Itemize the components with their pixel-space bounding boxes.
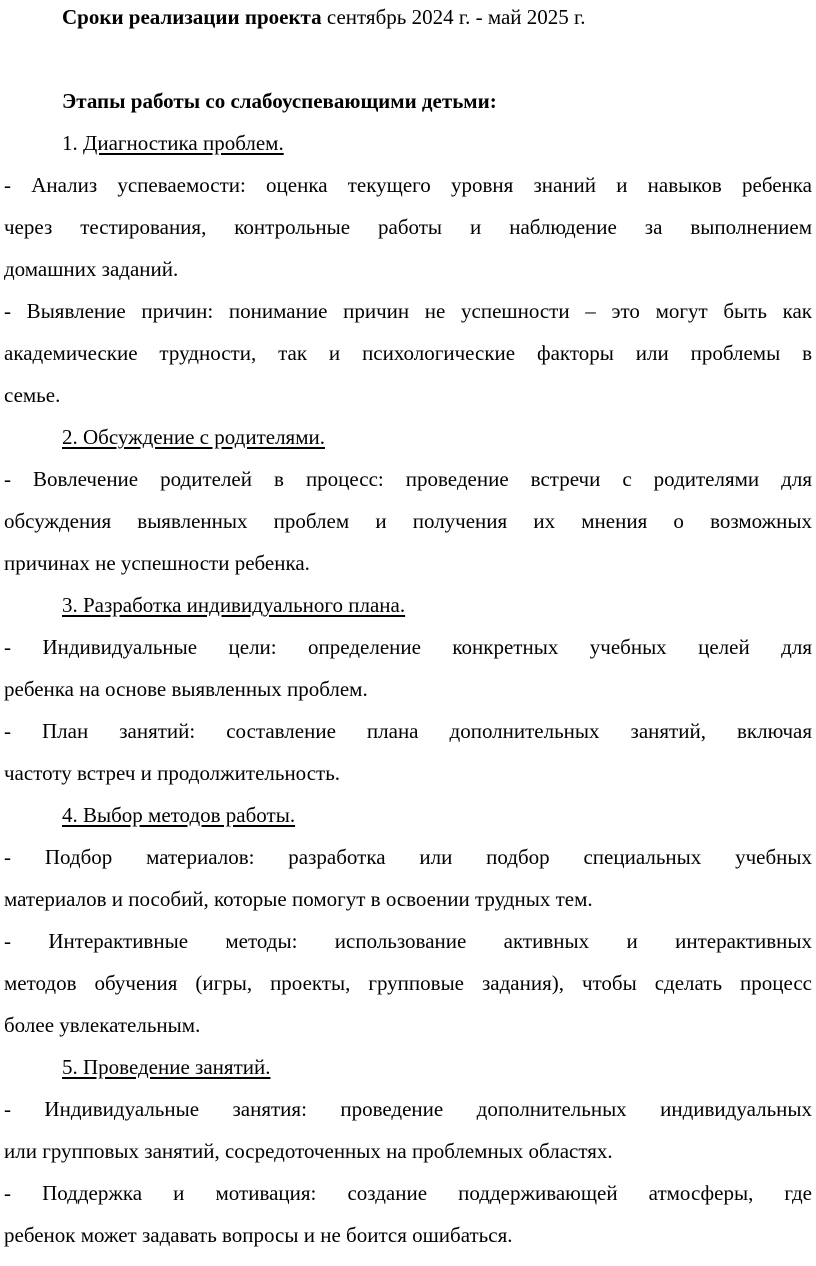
project-term xyxy=(62,2,812,32)
stage-1-heading xyxy=(62,128,812,158)
paragraph-line: - Выявление причин: понимание причин не успешности – это могут быть как xyxy=(4,299,812,323)
stage-1-number: 1. xyxy=(62,131,78,155)
paragraph-line: семье. xyxy=(4,383,61,407)
paragraph-line: или групповых занятий, сосредоточенных на проблемных областях. xyxy=(4,1139,613,1163)
paragraph-line: - Индивидуальные занятия: проведение дополнительных индивидуальных xyxy=(4,1097,812,1121)
paragraph-line: частоту встреч и продолжительность. xyxy=(4,761,341,785)
paragraph-line: ребенка на основе выявленных проблем. xyxy=(4,677,368,701)
stage-2-heading xyxy=(62,422,812,452)
paragraph-line: через тестирования, контрольные работы и наблюдение за выполнением xyxy=(4,215,812,239)
paragraph-line: - Интерактивные методы: использование активных и интерактивных xyxy=(4,929,812,953)
project-term-value: сентябрь 2024 г. - май 2025 г. xyxy=(326,5,586,29)
paragraph-line: причинах не успешности ребенка. xyxy=(4,551,310,575)
stage-4-title: 4. Выбор методов работы. xyxy=(62,803,296,827)
paragraph-line: - План занятий: составление плана дополнительных занятий, включая xyxy=(4,719,812,743)
paragraph-line: материалов и пособий, которые помогут в освоении трудных тем. xyxy=(4,887,593,911)
stage-5-title: 5. Проведение занятий. xyxy=(62,1055,271,1079)
stage-3-title: 3. Разработка индивидуального плана. xyxy=(62,593,406,617)
paragraph-line: - Поддержка и мотивация: создание поддерживающей атмосферы, где xyxy=(4,1181,812,1205)
paragraph-line: ребенок может задавать вопросы и не боится ошибаться. xyxy=(4,1223,513,1247)
paragraph-line: обсуждения выявленных проблем и получения их мнения о возможных xyxy=(4,509,812,533)
paragraph-line: - Подбор материалов: разработка или подбор специальных учебных xyxy=(4,845,812,869)
paragraph-line: более увлекательным. xyxy=(4,1013,201,1037)
paragraph-line: - Анализ успеваемости: оценка текущего уровня знаний и навыков ребенка xyxy=(4,173,812,197)
stage-5-heading xyxy=(62,1052,812,1082)
paragraph-line: - Индивидуальные цели: определение конкретных учебных целей для xyxy=(4,635,812,659)
paragraph-line: домашних заданий. xyxy=(4,257,179,281)
stage-2-title: 2. Обсуждение с родителями. xyxy=(62,425,325,449)
paragraph-line: методов обучения (игры, проекты, групповые задания), чтобы сделать процесс xyxy=(4,971,812,995)
stage-4-heading xyxy=(62,800,812,830)
stages-title: Этапы работы со слабоуспевающими детьми: xyxy=(62,89,497,113)
paragraph-line: - Вовлечение родителей в процесс: проведение встречи с родителями для xyxy=(4,467,812,491)
paragraph-line: академические трудности, так и психологические факторы или проблемы в xyxy=(4,341,812,365)
project-term-label: Сроки реализации проекта xyxy=(62,5,322,29)
stage-1-title: Диагностика проблем. xyxy=(83,131,284,155)
stage-3-heading xyxy=(62,590,812,620)
